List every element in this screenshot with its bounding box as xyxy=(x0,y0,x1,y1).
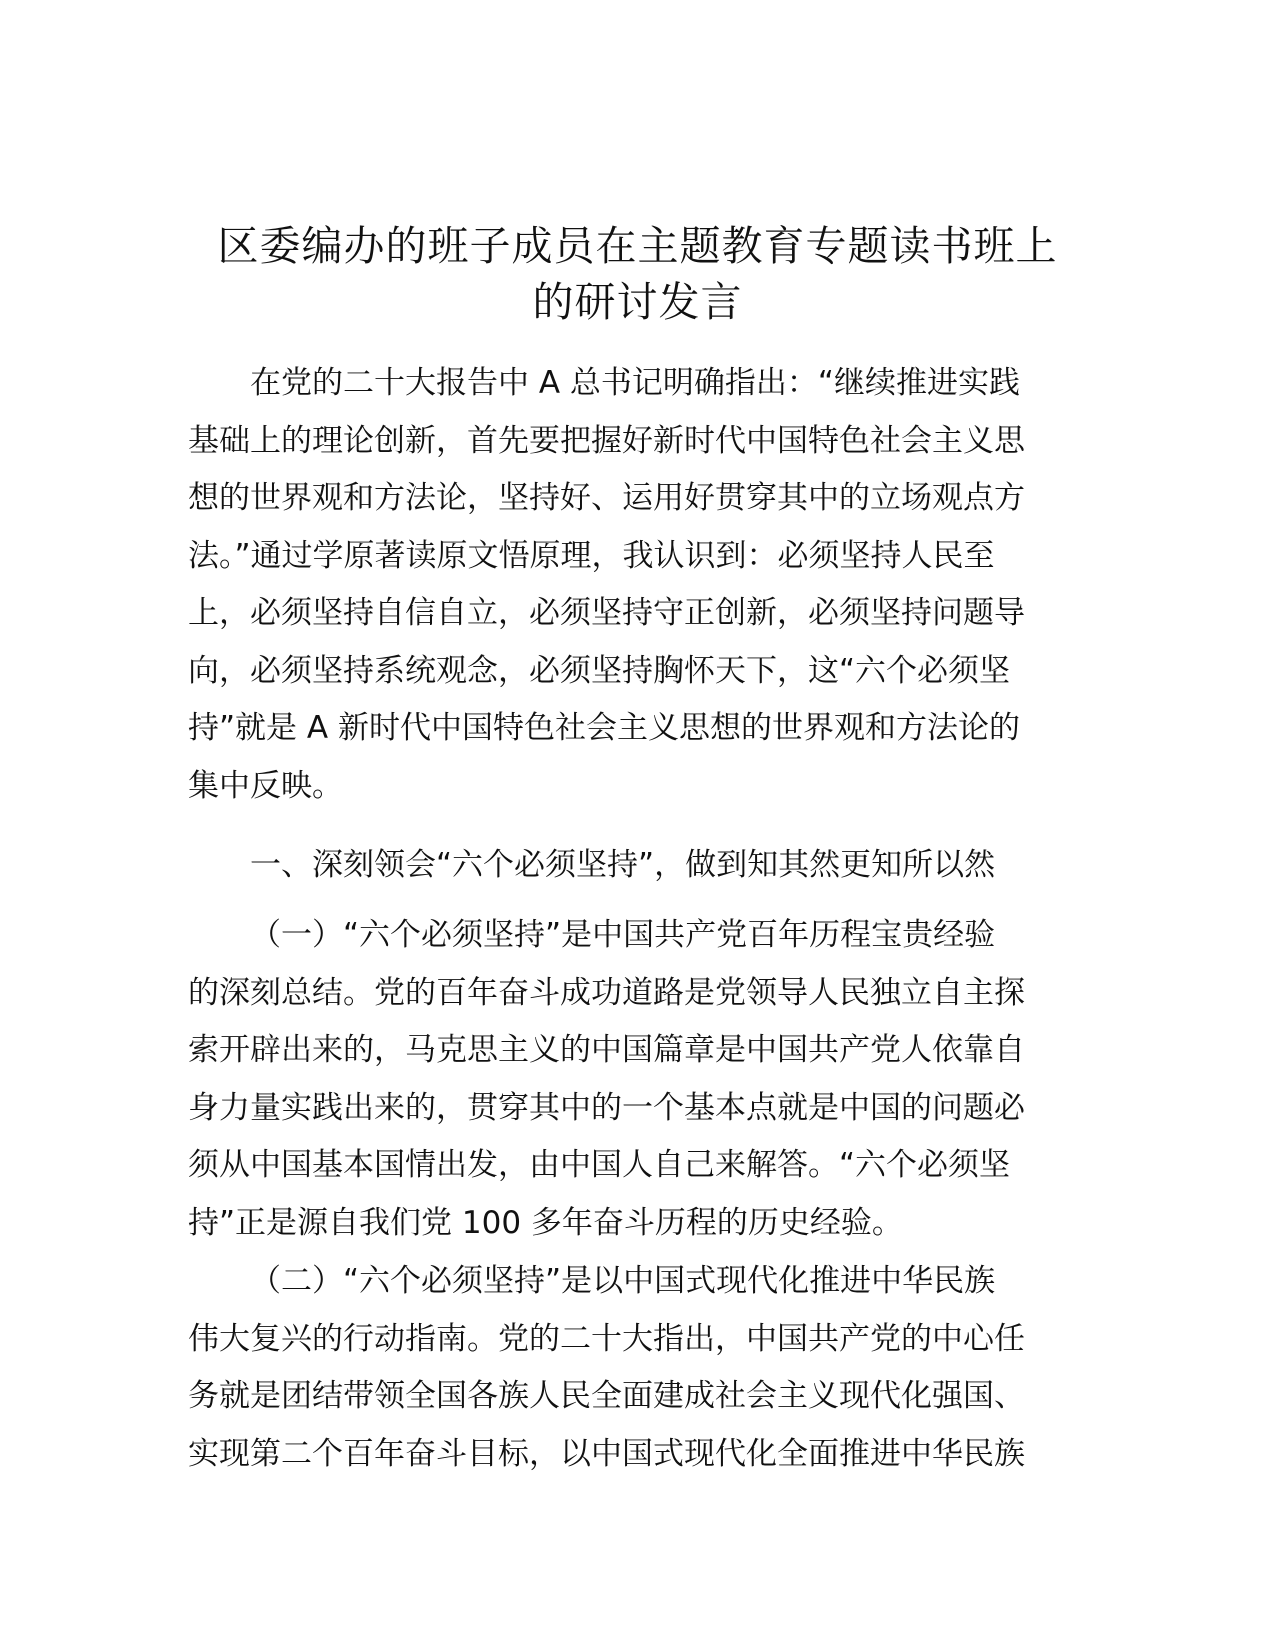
paragraph-line: 上，必须坚持自信自立，必须坚持守正创新，必须坚持问题导 xyxy=(188,595,1025,631)
paragraph-line: 身力量实践出来的，贯穿其中的一个基本点就是中国的问题必 xyxy=(188,1089,1025,1126)
title-line-1: 区委编办的班子成员在主题教育专题读书班上 xyxy=(217,222,1058,270)
paragraph-line: 法。”通过学原著读原文悟原理，我认识到：必须坚持人民至 xyxy=(188,537,995,574)
paragraph-line: 持”就是 A 新时代中国特色社会主义思想的世界观和方法论的 xyxy=(188,710,1020,746)
paragraph-line: 在党的二十大报告中 A 总书记明确指出：“继续推进实践 xyxy=(250,365,1020,401)
paragraph-line: 实现第二个百年奋斗目标，以中国式现代化全面推进中华民族 xyxy=(188,1435,1025,1472)
subsection-paragraph-2 xyxy=(188,1253,1088,1483)
paragraph-line: 索开辟出来的，马克思主义的中国篇章是中国共产党人依靠自 xyxy=(188,1032,1025,1068)
intro-paragraph xyxy=(188,355,1088,815)
paragraph-line: （一）“六个必须坚持”是中国共产党百年历程宝贵经验 xyxy=(250,917,996,953)
paragraph-line: 集中反映。 xyxy=(188,767,343,804)
paragraph-line: 向，必须坚持系统观念，必须坚持胸怀天下，这“六个必须坚 xyxy=(188,652,1011,689)
paragraph-line: 伟大复兴的行动指南。党的二十大指出，中国共产党的中心任 xyxy=(188,1320,1025,1357)
paragraph-line: 务就是团结带领全国各族人民全面建成社会主义现代化强国、 xyxy=(188,1378,1025,1414)
paragraph-line: 的深刻总结。党的百年奋斗成功道路是党领导人民独立自主探 xyxy=(188,974,1025,1011)
section-heading xyxy=(188,837,1088,895)
paragraph-line: 想的世界观和方法论，坚持好、运用好贯穿其中的立场观点方 xyxy=(188,480,1025,516)
paragraph-line: 持”正是源自我们党 100 多年奋斗历程的历史经验。 xyxy=(188,1204,903,1241)
title-line-2: 的研讨发言 xyxy=(532,278,743,326)
document-title xyxy=(180,218,1095,330)
paragraph-line: （二）“六个必须坚持”是以中国式现代化推进中华民族 xyxy=(250,1263,996,1299)
paragraph-line: 须从中国基本国情出发，由中国人自己来解答。“六个必须坚 xyxy=(188,1147,1011,1183)
paragraph-line: 基础上的理论创新，首先要把握好新时代中国特色社会主义思 xyxy=(188,422,1025,459)
subsection-paragraph-1 xyxy=(188,907,1088,1252)
section-heading-text: 一、深刻领会“六个必须坚持”，做到知其然更知所以然 xyxy=(250,847,996,883)
